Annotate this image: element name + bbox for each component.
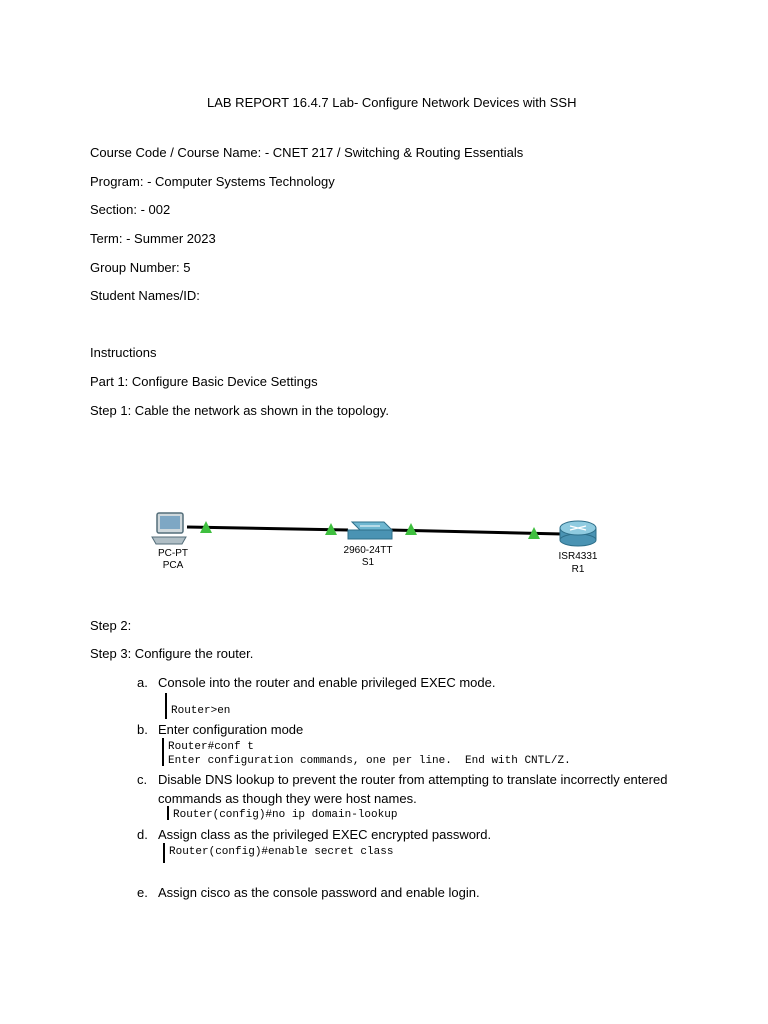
pc-icon — [152, 513, 186, 544]
code-b-line-2: Enter configuration commands, one per line. End with CNTL/Z. — [168, 755, 571, 767]
part1-heading: Part 1: Configure Basic Device Settings — [90, 374, 318, 389]
students-line: Student Names/ID: — [90, 288, 200, 303]
program-line: Program: - Computer Systems Technology — [90, 174, 335, 189]
pc-model-label: PC-PT — [158, 548, 188, 559]
group-line: Group Number: 5 — [90, 260, 191, 275]
step2-heading: Step 2: — [90, 618, 132, 633]
item-c-text-2: commands as though they were host names. — [158, 791, 417, 806]
code-b-line-1: Router#conf t — [168, 741, 254, 753]
code-c-line-1: Router(config)#no ip domain-lookup — [173, 809, 398, 821]
item-c-text-1: Disable DNS lookup to prevent the router from attempting to translate incorrectly entered — [158, 772, 668, 787]
code-a-line-1: Router>en — [171, 705, 231, 717]
step1-heading: Step 1: Cable the network as shown in the topology. — [90, 403, 389, 418]
switch-model-label: 2960-24TT — [343, 545, 393, 556]
item-c-letter: c. — [137, 772, 148, 787]
item-d-letter: d. — [137, 827, 148, 842]
code-margin-line — [163, 843, 165, 863]
code-margin-line — [162, 738, 164, 766]
instructions-heading: Instructions — [90, 345, 157, 360]
step3-heading: Step 3: Configure the router. — [90, 646, 254, 661]
pc-name-label: PCA — [162, 560, 184, 571]
code-margin-line — [165, 693, 167, 719]
switch-icon — [348, 522, 392, 539]
code-margin-line — [167, 806, 169, 820]
term-line: Term: - Summer 2023 — [90, 231, 216, 246]
code-d-line-1: Router(config)#enable secret class — [169, 846, 394, 858]
router-model-label: ISR4331 — [558, 551, 598, 562]
item-a-text: Console into the router and enable privileged EXEC mode. — [158, 675, 496, 690]
section-line: Section: - 002 — [90, 202, 171, 217]
page-title: LAB REPORT 16.4.7 Lab- Configure Network Devices with SSH — [207, 95, 577, 110]
router-name-label: R1 — [571, 564, 585, 575]
switch-name-label: S1 — [361, 557, 375, 568]
item-b-letter: b. — [137, 722, 148, 737]
course-line: Course Code / Course Name: - CNET 217 / Switching & Routing Essentials — [90, 145, 524, 160]
link-pc-switch — [187, 527, 348, 530]
item-d-text: Assign class as the privileged EXEC encrypted password. — [158, 827, 492, 842]
item-e-letter: e. — [137, 885, 148, 900]
item-b-text: Enter configuration mode — [158, 722, 304, 737]
item-e-text: Assign cisco as the console password and enable login. — [158, 885, 480, 900]
item-a-letter: a. — [137, 675, 148, 690]
router-icon — [560, 521, 596, 546]
